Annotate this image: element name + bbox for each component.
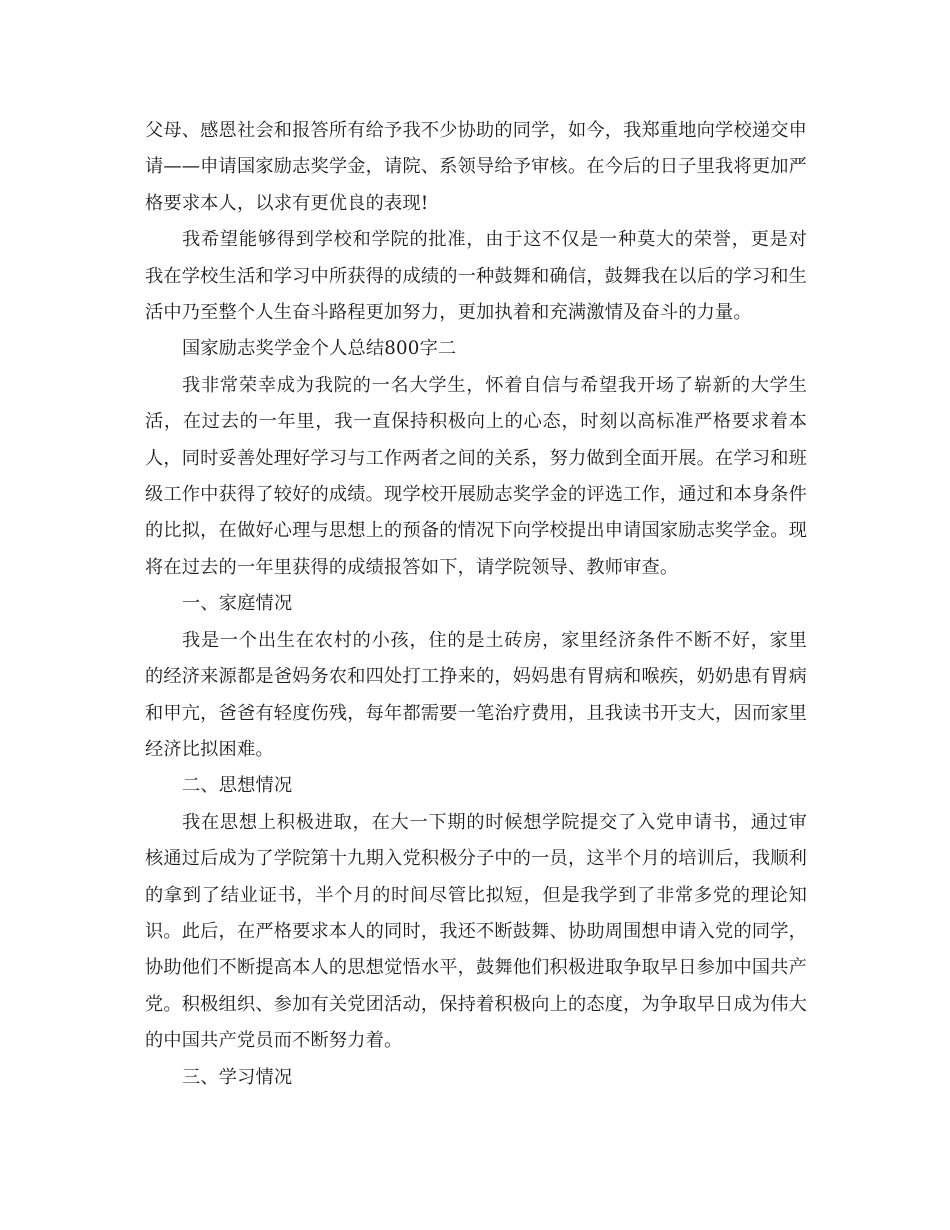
paragraph-family: 我是一个出生在农村的小孩，住的是土砖房，家里经济条件不断不好，家里的经济来源都是爸妈务农和四处打工挣来的，妈妈患有胃病和喉疾，奶奶患有胃病和甲亢，爸爸有轻度伤残，每年都需要一笔治疗费用，且我读书开支大，因而家里经济比拟困难。 <box>145 629 807 760</box>
paragraph-intro: 我非常荣幸成为我院的一名大学生，怀着自信与希望我开场了崭新的大学生活，在过去的一年里，我一直保持积极向上的心态，时刻以高标准严格要求着本人，同时妥善处理好学习与工作两者之间的关系，努力做到全面开展。在学习和班级工作中获得了较好的成绩。现学校开展励志奖学金的评选工作，通过和本身条件的比拟，在做好心理与思想上的预备的情况下向学校提出申请国家励志奖学金。现将在过去的一年里获得的成绩报答如下，请学院领导、教师审查。 <box>145 374 807 578</box>
heading-thought: 二、思想情况 <box>182 775 293 797</box>
document-body <box>145 113 807 1096</box>
paragraph-closing-request: 父母、感恩社会和报答所有给予我不少协助的同学，如今，我郑重地向学校递交申请——申请国家励志奖学金，请院、系领导给予审核。在今后的日子里我将更加严格要求本人，以求有更优良的表现! <box>145 120 807 214</box>
section-title-summary-2: 国家励志奖学金个人总结800字二 <box>182 338 457 360</box>
heading-family: 一、家庭情况 <box>182 593 293 615</box>
heading-study: 三、学习情况 <box>182 1066 293 1088</box>
paragraph-hope: 我希望能够得到学校和学院的批准，由于这不仅是一种莫大的荣誉，更是对我在学校生活和学习中所获得的成绩的一种鼓舞和确信，鼓舞我在以后的学习和生活中乃至整个人生奋斗路程更加努力，更加执着和充满激情及奋斗的力量。 <box>145 229 807 324</box>
paragraph-thought: 我在思想上积极进取，在大一下期的时候想学院提交了入党申请书，通过审核通过后成为了学院第十九期入党积极分子中的一员，这半个月的培训后，我顺利的拿到了结业证书，半个月的时间尽管比拟短，但是我学到了非常多党的理论知识。此后，在严格要求本人的同时，我还不断鼓舞、协助周围想申请入党的同学，协助他们不断提高本人的思想觉悟水平，鼓舞他们积极进取争取早日参加中国共产党。积极组织、参加有关党团活动，保持着积极向上的态度，为争取早日成为伟大的中国共产党员而不断努力着。 <box>145 811 807 1052</box>
